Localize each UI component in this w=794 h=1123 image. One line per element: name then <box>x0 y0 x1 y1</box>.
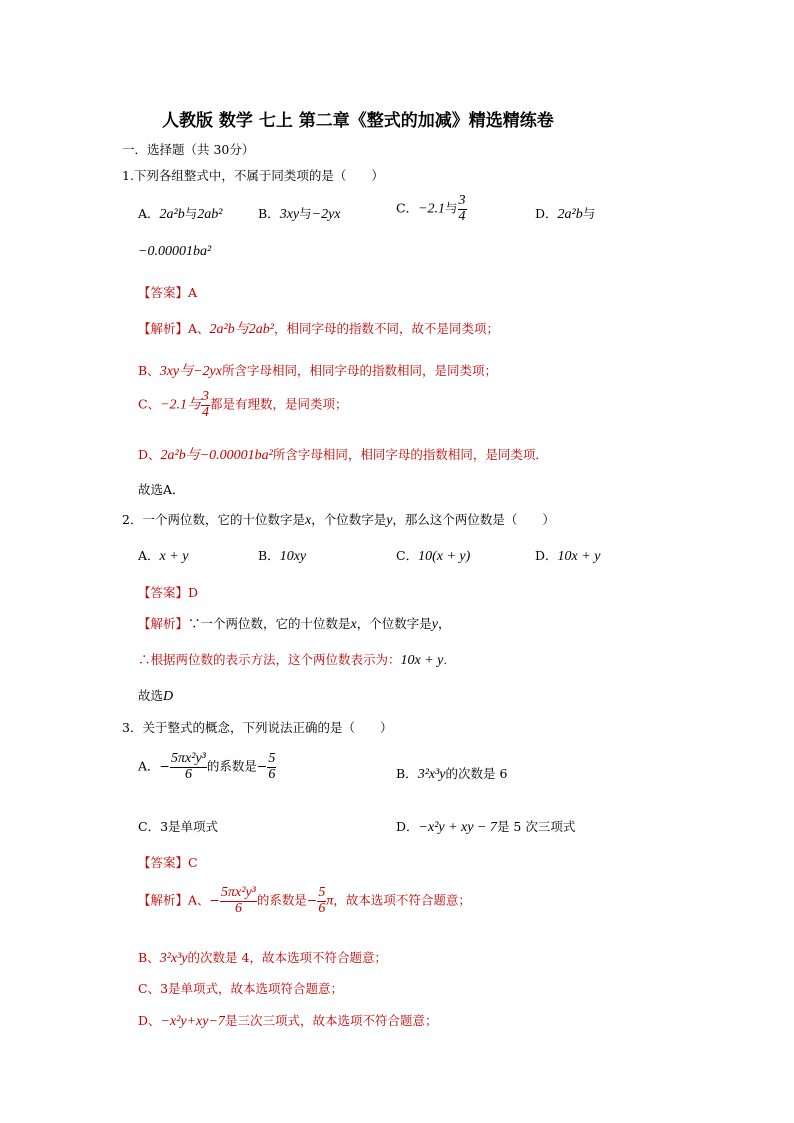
q3-option-b: B．3²x³y的次数是 6 <box>396 766 508 782</box>
q2-explain-2: ∴根据两位数的表示方法，这个两位数表示为：10x + y． <box>138 652 456 668</box>
q2-answer: 【答案】D <box>138 585 199 600</box>
q3-option-a: A．− $\frac{\text{5πx²y³}}{6}$ 的系数是− $\frac{5}{6}$ <box>138 751 276 782</box>
q2-stem: 2．一个两位数，它的十位数字是x，个位数字是y，那么这个两位数是（ ） <box>122 512 555 528</box>
q1-explain-c: C、−2.1与 $\frac{3}{4}$ 都是有理数，是同类项； <box>138 389 348 420</box>
q3-explain-b: B、3²x³y的次数是 4，故本选项不符合题意； <box>138 950 387 966</box>
q2-choose: 故选D <box>138 688 174 704</box>
q2-option-b: B．10xy <box>258 548 307 564</box>
q1-answer: 【答案】A <box>138 285 198 300</box>
q3-explain-d: D、−x²y+xy−7是三次三项式，故本选项不符合题意； <box>138 1013 438 1029</box>
q1-explain-d: D、2a²b与−0.00001ba²所含字母相同，相同字母的指数相同，是同类项． <box>138 447 548 463</box>
q2-explain: 【解析】∵一个两位数，它的十位数是x，个位数字是y， <box>138 616 451 632</box>
q1-option-a: A．2a²b与2ab² <box>138 206 223 222</box>
q1-choose: 故选A． <box>138 482 185 497</box>
q3-stem: 3．关于整式的概念，下列说法正确的是（ ） <box>122 720 393 735</box>
q1-explain-b: B、3xy与−2yx所含字母相同，相同字母的指数相同，是同类项； <box>138 363 498 379</box>
q1-explain-a: 【解析】A、2a²b与2ab²，相同字母的指数不同，故不是同类项； <box>138 321 499 337</box>
q2-option-c: C．10(x + y) <box>396 548 471 564</box>
q1-option-d-cont: −0.00001ba² <box>138 244 212 259</box>
page-title: 人教版 数学 七上 第二章《整式的加减》精选精练卷 <box>162 111 554 131</box>
q3-explain-a: 【解析】A、− $\frac{\text{5πx²y³}}{6}$ 的系数是− $\frac{5}{6}$ π，故本选项不符合题意； <box>138 885 471 916</box>
q2-option-d: D．10x + y <box>535 548 601 564</box>
section-heading: 一．选择题（共 30分） <box>122 142 255 157</box>
fraction: $\frac{3}{4}$ <box>202 389 210 420</box>
fraction: $\frac{\text{5πx²y³}}{6}$ <box>221 885 256 916</box>
fraction: $\frac{5}{6}$ <box>268 751 276 782</box>
q3-option-d: D．−x²y + xy − 7是 5 次三项式 <box>396 819 576 835</box>
fraction: $\frac{\text{5πx²y³}}{6}$ <box>171 751 206 782</box>
q1-option-b: B．3xy与−2yx <box>258 206 341 222</box>
q1-option-c: C．−2.1与 $\frac{3}{4}$ <box>396 193 466 224</box>
q3-explain-c: C、3是单项式，故本选项符合题意； <box>138 981 344 996</box>
q3-answer: 【答案】C <box>138 855 198 870</box>
fraction: $\frac{5}{6}$ <box>318 885 326 916</box>
q3-option-c: C．3是单项式 <box>138 819 219 834</box>
q1-option-d: D．2a²b与 <box>535 206 596 222</box>
q1-stem: 1.下列各组整式中，不属于同类项的是（ ） <box>122 168 384 183</box>
q2-option-a: A．x + y <box>138 548 189 564</box>
fraction: $\frac{3}{4}$ <box>458 193 466 224</box>
